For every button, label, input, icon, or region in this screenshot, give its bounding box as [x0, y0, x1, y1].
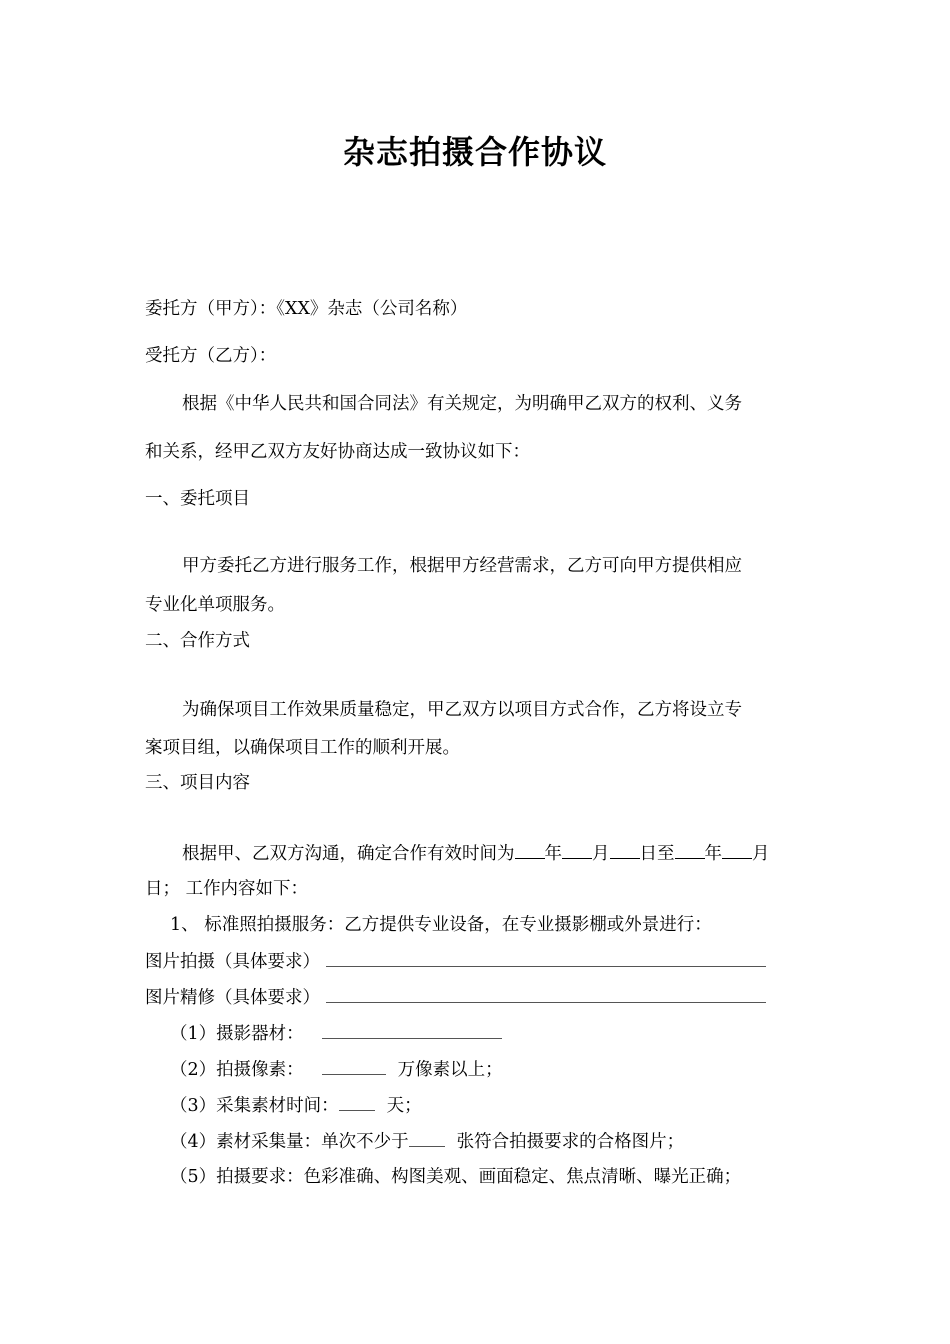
- requirement-2-suffix: 万像素以上；: [397, 1060, 503, 1080]
- photo-shoot-line: [145, 948, 810, 975]
- item-1-line: 1、 标准照拍摄服务：乙方提供专业设备，在专业摄影棚或外景进行：: [170, 915, 712, 935]
- section-2-body-line-2: 案项目组，以确保项目工作的顺利开展。: [145, 738, 460, 758]
- requirement-1-line: [170, 1020, 835, 1047]
- requirement-3-suffix: 天；: [386, 1096, 422, 1116]
- section-2-heading: 二、合作方式: [145, 631, 250, 651]
- party-b-line: 受托方（乙方）：: [145, 346, 277, 366]
- requirement-5-line: （5）拍摄要求：色彩准确、构图美观、画面稳定、焦点清晰、曝光正确；: [170, 1167, 742, 1187]
- section-1-body-line-1: 甲方委托乙方进行服务工作，根据甲方经营需求，乙方可向甲方提供相应: [182, 556, 742, 576]
- validity-period-line: [182, 840, 847, 867]
- day-to-label: 日至: [639, 844, 675, 864]
- requirement-4-suffix: 张符合拍摄要求的合格图片；: [456, 1132, 685, 1152]
- requirement-2-line: [170, 1056, 835, 1083]
- end-year-label: 年: [704, 844, 722, 864]
- photo-retouch-blank[interactable]: [326, 984, 766, 1003]
- equipment-blank[interactable]: [322, 1020, 502, 1039]
- requirement-4-line: [170, 1128, 835, 1155]
- section-2-body-line-1: 为确保项目工作效果质量稳定，甲乙双方以项目方式合作，乙方将设立专: [182, 700, 742, 720]
- end-month-label: 月: [752, 844, 770, 864]
- intro-paragraph-line-1: 根据《中华人民共和国合同法》有关规定，为明确甲乙双方的权利、义务: [182, 394, 742, 414]
- party-a-line: 委托方（甲方）：《XX》杂志（公司名称）: [145, 299, 468, 319]
- days-blank[interactable]: [339, 1092, 375, 1111]
- end-year-blank[interactable]: [675, 840, 705, 859]
- year-blank[interactable]: [515, 840, 545, 859]
- day-blank[interactable]: [610, 840, 640, 859]
- requirement-3-line: [170, 1092, 835, 1119]
- work-content-line: 日； 工作内容如下：: [145, 879, 309, 899]
- photo-retouch-label: 图片精修（具体要求）: [145, 988, 320, 1008]
- pixels-blank[interactable]: [322, 1056, 386, 1075]
- section-1-heading: 一、委托项目: [145, 489, 250, 509]
- requirement-1-label: （1）摄影器材：: [170, 1024, 304, 1044]
- photo-retouch-line: [145, 984, 810, 1011]
- year-label: 年: [544, 844, 562, 864]
- requirement-3-label: （3）采集素材时间：: [170, 1096, 339, 1116]
- requirement-2-label: （2）拍摄像素：: [170, 1060, 304, 1080]
- validity-period-text: 根据甲、乙双方沟通，确定合作有效时间为: [182, 844, 515, 864]
- section-3-heading: 三、项目内容: [145, 773, 250, 793]
- end-month-blank[interactable]: [722, 840, 752, 859]
- photo-shoot-blank[interactable]: [326, 948, 766, 967]
- intro-paragraph-line-2: 和关系，经甲乙双方友好协商达成一致协议如下：: [145, 442, 530, 462]
- month-label: 月: [592, 844, 610, 864]
- section-1-body-line-2: 专业化单项服务。: [145, 595, 285, 615]
- page-title: 杂志拍摄合作协议: [342, 133, 607, 171]
- photo-shoot-label: 图片拍摄（具体要求）: [145, 952, 320, 972]
- quantity-blank[interactable]: [409, 1128, 445, 1147]
- month-blank[interactable]: [562, 840, 592, 859]
- requirement-4-label: （4）素材采集量：单次不少于: [170, 1132, 409, 1152]
